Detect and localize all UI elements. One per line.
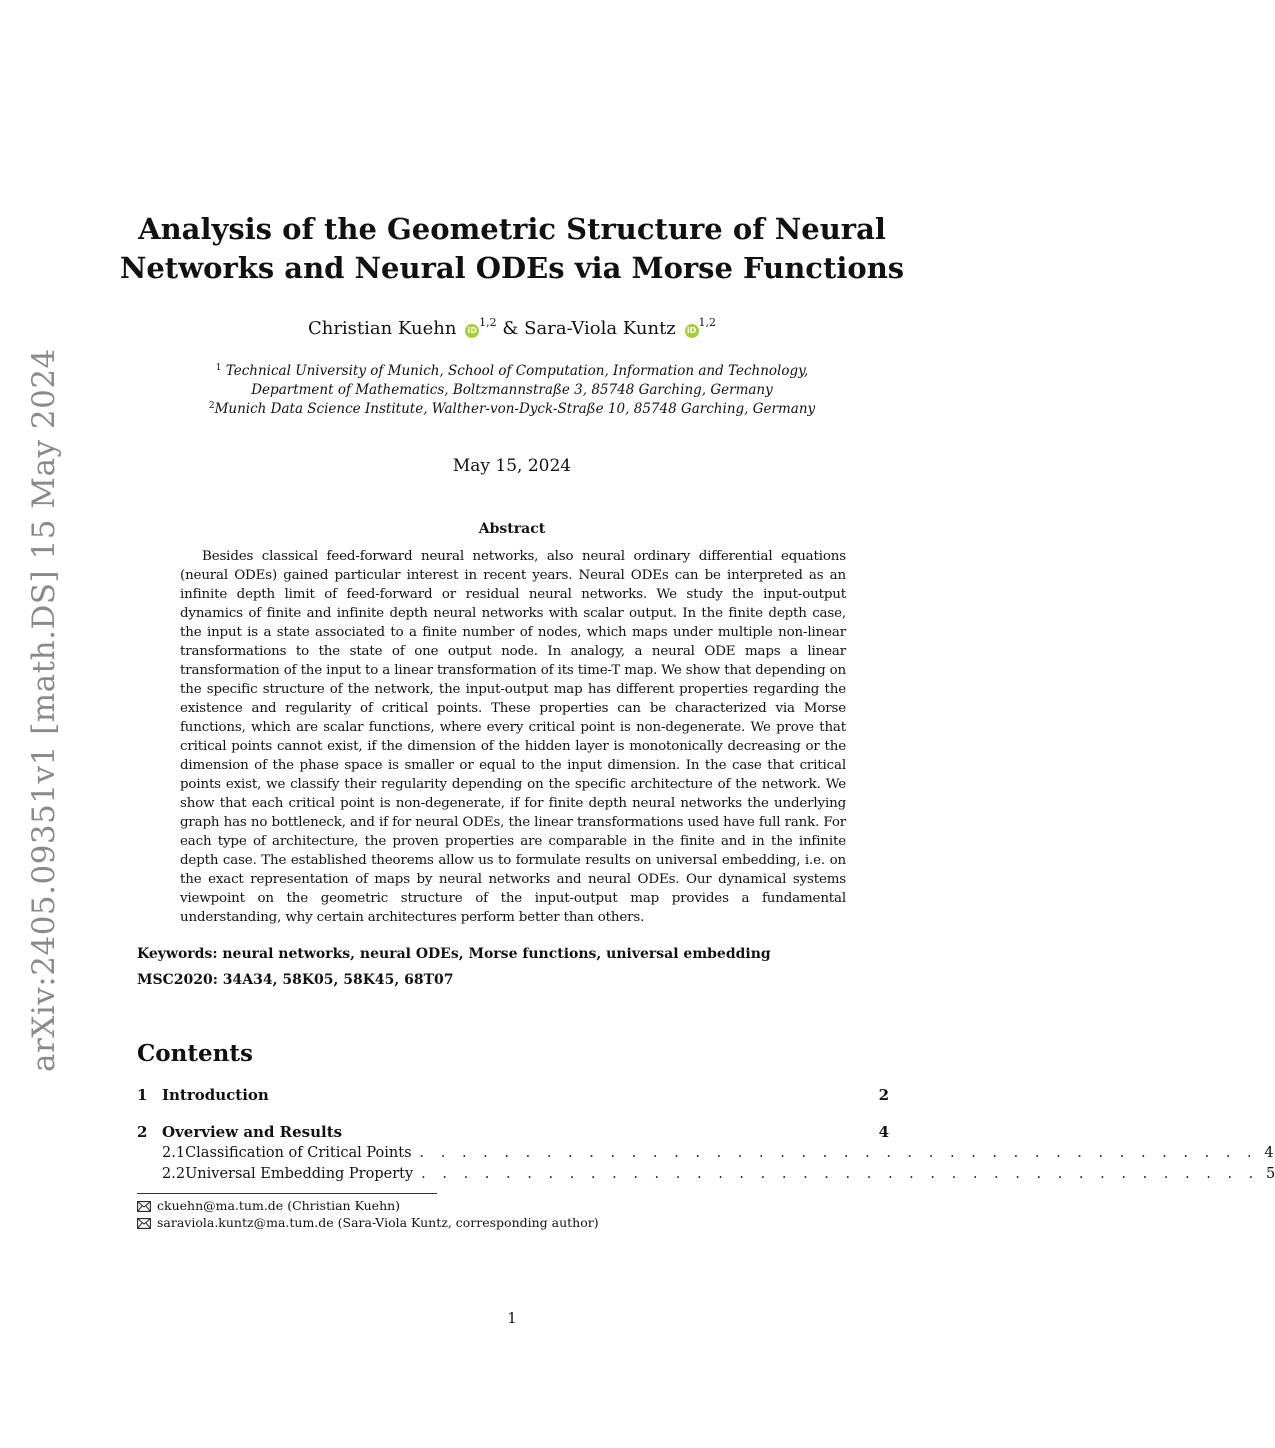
toc-page[interactable]: 4: [1264, 1145, 1274, 1161]
publication-date: May 15, 2024: [452, 456, 572, 476]
footnote-kuehn: [137, 1198, 400, 1213]
email-link[interactable]: ckuehn@ma.tum.de: [157, 1198, 284, 1213]
author-name[interactable]: Sara-Viola Kuntz: [524, 318, 676, 339]
affiliation-line: [112, 362, 912, 381]
toc-leader-dots: . . . . . . . . . . . . . . . . . . . . . . . . . . . . . . . . . . . . . . . .: [421, 1166, 1260, 1182]
affiliation-text: Munich Data Science Institute, Walther-von-Dyck-Straße 10, 85748 Garching, Germany: [214, 401, 816, 417]
orcid-icon[interactable]: iD: [465, 324, 479, 338]
affiliation-mark: 1,2: [479, 316, 497, 329]
toc-label[interactable]: Classification of Critical Points: [185, 1145, 412, 1161]
envelope-icon: [137, 1201, 151, 1212]
affiliation-mark: 1,2: [698, 316, 717, 329]
toc-entry-embedding[interactable]: [137, 1166, 1275, 1182]
footnote-note: (Christian Kuehn): [287, 1198, 401, 1213]
page-number: 1: [507, 1309, 517, 1327]
abstract-heading: Abstract: [478, 521, 546, 537]
footnote-note: (Sara-Viola Kuntz, corresponding author): [337, 1215, 599, 1230]
toc-number: 2: [137, 1123, 148, 1141]
orcid-icon[interactable]: iD: [685, 324, 699, 338]
affiliation-line: [112, 400, 912, 419]
footnote-kuntz: [137, 1215, 599, 1230]
author-separator: &: [502, 318, 519, 339]
affiliation-number: 2: [208, 401, 215, 411]
affiliation-line: [112, 381, 912, 400]
toc-entry-introduction[interactable]: [137, 1086, 889, 1104]
toc-page[interactable]: 2: [878, 1086, 889, 1104]
affiliation-text: Department of Mathematics, Boltzmannstraße 3, 85748 Garching, Germany: [251, 382, 773, 398]
arxiv-stamp: arXiv:2405.09351v1 [math.DS] 15 May 2024: [26, 348, 62, 1072]
toc-label[interactable]: Universal Embedding Property: [185, 1166, 414, 1182]
affiliations: [112, 362, 912, 419]
email-link[interactable]: saraviola.kuntz@ma.tum.de: [157, 1215, 334, 1230]
toc-number: 2.1: [162, 1145, 186, 1161]
msc-line: MSC2020: 34A34, 58K05, 58K45, 68T07: [137, 972, 454, 988]
abstract-body: Besides classical feed-forward neural networks, also neural ordinary differential equations (neural ODEs) gained particular interest in recent years. Neural ODEs can be interpreted as an infinite depth limit of feed-forward or residual neural networks. We study the input-output dynamics of finite and infinite depth neural networks with scalar output. In the finite depth case, the input is a state associated to a finite number of nodes, which maps under multiple non-linear transformations to the state of one output node. In analogy, a neural ODE maps a linear transformation of the input to a linear transformation of its time-T map. We show that depending on the specific structure of the network, the input-output map has different properties regarding the existence and regularity of critical points. These properties can be characterized via Morse functions, which are scalar functions, where every critical point is non-degenerate. We prove that critical points cannot exist, if the dimension of the hidden layer is monotonically decreasing or the dimension of the phase space is smaller or equal to the input dimension. In the case that critical points exist, we classify their regularity depending on the specific architecture of the network. We show that each critical point is non-degenerate, if for finite depth neural networks the underlying graph has no bottleneck, and if for neural ODEs, the linear transformations used have full rank. For each type of architecture, the proven properties are comparable in the finite and in the infinite depth case. The established theorems allow us to formulate results on universal embedding, i.e. on the exact representation of maps by neural networks and neural ODEs. Our dynamical systems viewpoint on the geometric structure of the input-output map provides a fundamental understanding, why certain architectures perform better than others.: [180, 549, 846, 925]
toc-number: 1: [137, 1086, 148, 1104]
toc-page[interactable]: 4: [878, 1123, 889, 1141]
title-line-1: Analysis of the Geometric Structure of Neural: [138, 212, 886, 246]
keywords-line: Keywords: neural networks, neural ODEs, Morse functions, universal embedding: [137, 946, 771, 962]
toc-entry-overview[interactable]: [137, 1123, 889, 1141]
toc-label[interactable]: Overview and Results: [162, 1123, 343, 1141]
envelope-icon: [137, 1218, 151, 1229]
author-name[interactable]: Christian Kuehn: [307, 318, 457, 339]
footnote-rule: [137, 1193, 437, 1194]
title-line-2: Networks and Neural ODEs via Morse Functions: [119, 251, 905, 285]
toc-number: 2.2: [162, 1166, 186, 1182]
toc-leader-dots: . . . . . . . . . . . . . . . . . . . . . . . . . . . . . . . . . . . . . . . .: [419, 1145, 1258, 1161]
toc-page[interactable]: 5: [1266, 1166, 1275, 1182]
affiliation-text: Technical University of Munich, School of Computation, Information and Technology,: [225, 363, 809, 379]
contents-heading: Contents: [137, 1040, 253, 1067]
paper-title: [112, 210, 912, 288]
affiliation-number: 1: [215, 363, 222, 373]
toc-label[interactable]: Introduction: [162, 1086, 269, 1104]
toc-entry-classification[interactable]: [137, 1145, 1274, 1161]
author-list: [112, 318, 912, 339]
